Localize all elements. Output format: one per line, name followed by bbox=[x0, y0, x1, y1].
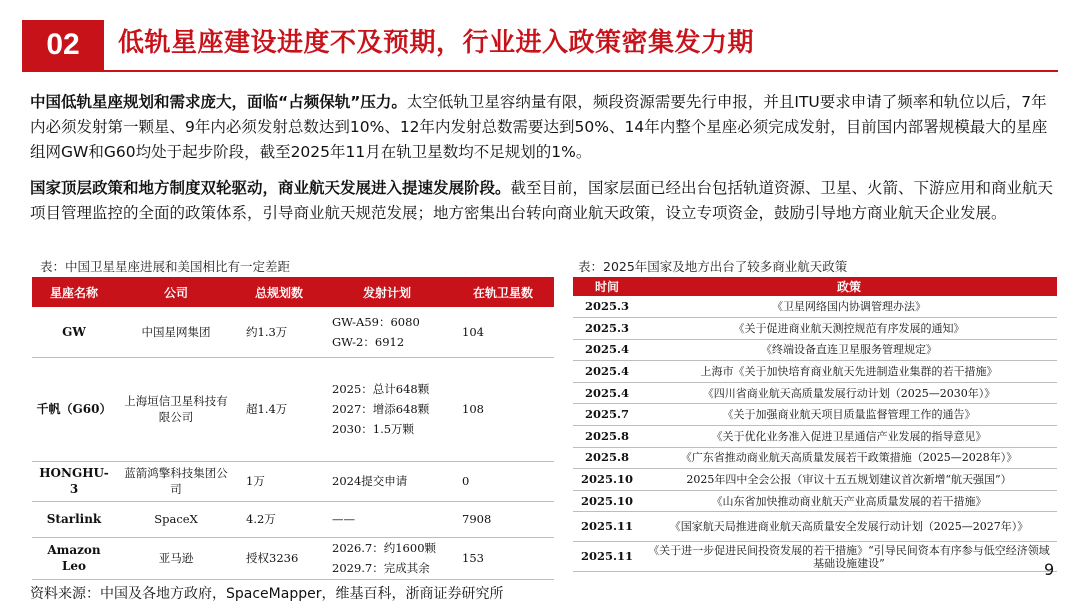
plan-line: 2025：总计648颗 bbox=[332, 382, 430, 396]
plan-line: 2027：增添648颗 bbox=[332, 402, 430, 416]
policy-date: 2025.10 bbox=[573, 490, 641, 512]
plan-line: 2026.7：约1600颗 bbox=[332, 541, 437, 555]
table-row bbox=[32, 307, 554, 357]
table-header-row bbox=[32, 277, 554, 307]
header-divider bbox=[22, 70, 1058, 72]
table-row bbox=[573, 512, 1057, 542]
right-table-caption: 表：2025年国家及地方出台了较多商业航天政策 bbox=[578, 259, 848, 274]
page-number: 9 bbox=[1044, 560, 1055, 579]
policy-name: 《关于进一步促进民间投资发展的若干措施》“引导民间资本有序参与低空经济领域基础设施建设” bbox=[641, 542, 1057, 572]
policy-name: 上海市《关于加快培育商业航天先进制造业集群的若干措施》 bbox=[641, 361, 1057, 383]
source-note: 资料来源：中国及各地方政府，SpaceMapper，维基百科，浙商证券研究所 bbox=[30, 586, 504, 602]
paragraph-body: 截至目前，国家层面已经出台包括轨道资源、卫星、火箭、下游应用和商业航天项目管理监控的全面的政策体系，引导商业航天规范发展；地方密集出台转向商业航天政策，设立专项资金，鼓励引导地方商业航天企业发展。 bbox=[30, 179, 1054, 222]
constellation-name: HONGHU-3 bbox=[32, 461, 116, 501]
column-header: 总规划数 bbox=[236, 277, 322, 307]
table-row bbox=[573, 542, 1057, 572]
policy-date: 2025.10 bbox=[573, 469, 641, 491]
column-header: 时间 bbox=[573, 277, 641, 296]
policy-name: 《四川省商业航天高质量发展行动计划（2025—2030年）》 bbox=[641, 382, 1057, 404]
policy-date: 2025.4 bbox=[573, 339, 641, 361]
in-orbit-count: 0 bbox=[452, 461, 554, 501]
launch-plan bbox=[322, 501, 452, 537]
launch-plan bbox=[322, 461, 452, 501]
policy-name: 《广东省推动商业航天高质量发展若干政策措施（2025—2028年）》 bbox=[641, 447, 1057, 469]
policy-table bbox=[573, 277, 1057, 572]
constellation-table bbox=[32, 277, 554, 580]
launch-plan bbox=[322, 307, 452, 357]
paragraph-body: 太空低轨卫星容纳量有限，频段资源需要先行申报，并且ITU要求申请了频率和轨位以后，7年内必须发射第一颗星、9年内必须发射总数达到10%、12年内发射总数需要达到50%、14年内整个星座必须完成发射，目前国内部署规模最大的星座组网GW和G60均处于起步阶段，截至2025年11月在轨卫星数均不足规划的1%。 bbox=[30, 93, 1048, 161]
policy-date: 2025.7 bbox=[573, 404, 641, 426]
plan-line: GW-A59：6080 bbox=[332, 314, 420, 329]
planned-total: 1万 bbox=[236, 461, 322, 501]
policy-date: 2025.8 bbox=[573, 426, 641, 448]
company: 蓝箭鸿擎科技集团公司 bbox=[116, 461, 236, 501]
plan-line: 2024提交申请 bbox=[332, 474, 408, 488]
constellation-name: Starlink bbox=[32, 501, 116, 537]
policy-name: 《关于优化业务准入促进卫星通信产业发展的指导意见》 bbox=[641, 426, 1057, 448]
planned-total: 授权3236 bbox=[236, 537, 322, 579]
launch-plan bbox=[322, 537, 452, 579]
planned-total: 超1.4万 bbox=[236, 357, 322, 461]
paragraph-lead: 国家顶层政策和地方制度双轮驱动，商业航天发展进入提速发展阶段。 bbox=[30, 179, 511, 197]
column-header: 发射计划 bbox=[322, 277, 452, 307]
planned-total: 4.2万 bbox=[236, 501, 322, 537]
constellation-name: GW bbox=[32, 307, 116, 357]
policy-name: 《卫星网络国内协调管理办法》 bbox=[641, 296, 1057, 318]
column-header: 公司 bbox=[116, 277, 236, 307]
column-header: 星座名称 bbox=[32, 277, 116, 307]
constellation-name: 千帆（G60） bbox=[32, 357, 116, 461]
plan-line: —— bbox=[332, 512, 355, 526]
table-row bbox=[573, 469, 1057, 491]
table-row bbox=[573, 296, 1057, 318]
policy-name: 2025年四中全会公报（审议十五五规划建议首次新增“航天强国”） bbox=[641, 469, 1057, 491]
column-header: 在轨卫星数 bbox=[452, 277, 554, 307]
table-header-row bbox=[573, 277, 1057, 296]
column-header: 政策 bbox=[641, 277, 1057, 296]
policy-name: 《山东省加快推动商业航天产业高质量发展的若干措施》 bbox=[641, 490, 1057, 512]
in-orbit-count: 7908 bbox=[452, 501, 554, 537]
policy-name: 《国家航天局推进商业航天高质量安全发展行动计划（2025—2027年）》 bbox=[641, 512, 1057, 542]
policy-date: 2025.3 bbox=[573, 296, 641, 318]
policy-date: 2025.11 bbox=[573, 542, 641, 572]
policy-name: 《关于促进商业航天测控规范有序发展的通知》 bbox=[641, 318, 1057, 340]
company: 上海垣信卫星科技有限公司 bbox=[116, 357, 236, 461]
table-row bbox=[573, 426, 1057, 448]
table-row bbox=[32, 537, 554, 579]
launch-plan bbox=[322, 357, 452, 461]
paragraph-policy-drive bbox=[30, 176, 1055, 226]
policy-date: 2025.4 bbox=[573, 361, 641, 383]
policy-name: 《终端设备直连卫星服务管理规定》 bbox=[641, 339, 1057, 361]
table-row bbox=[573, 339, 1057, 361]
company: SpaceX bbox=[116, 501, 236, 537]
policy-name: 《关于加强商业航天项目质量监督管理工作的通告》 bbox=[641, 404, 1057, 426]
table-row bbox=[32, 357, 554, 461]
table-row bbox=[32, 501, 554, 537]
table-row bbox=[573, 447, 1057, 469]
page-title: 低轨星座建设进度不及预期，行业进入政策密集发力期 bbox=[118, 28, 755, 58]
company: 亚马逊 bbox=[116, 537, 236, 579]
table-row bbox=[573, 404, 1057, 426]
in-orbit-count: 108 bbox=[452, 357, 554, 461]
table-row bbox=[573, 361, 1057, 383]
left-table-caption: 表：中国卫星星座进展和美国相比有一定差距 bbox=[40, 259, 291, 274]
in-orbit-count: 153 bbox=[452, 537, 554, 579]
constellation-name: Amazon Leo bbox=[32, 537, 116, 579]
section-number-badge: 02 bbox=[22, 20, 104, 70]
policy-date: 2025.11 bbox=[573, 512, 641, 542]
table-row bbox=[573, 490, 1057, 512]
plan-line: 2029.7：完成其余 bbox=[332, 561, 430, 575]
table-row bbox=[573, 382, 1057, 404]
policy-date: 2025.3 bbox=[573, 318, 641, 340]
plan-line: 2030：1.5万颗 bbox=[332, 422, 415, 436]
plan-line: GW-2：6912 bbox=[332, 334, 405, 349]
in-orbit-count: 104 bbox=[452, 307, 554, 357]
policy-date: 2025.4 bbox=[573, 382, 641, 404]
company: 中国星网集团 bbox=[116, 307, 236, 357]
planned-total: 约1.3万 bbox=[236, 307, 322, 357]
table-row bbox=[32, 461, 554, 501]
paragraph-lead: 中国低轨星座规划和需求庞大，面临“占频保轨”压力。 bbox=[30, 93, 407, 111]
table-row bbox=[573, 318, 1057, 340]
paragraph-occupancy-pressure bbox=[30, 90, 1055, 165]
policy-date: 2025.8 bbox=[573, 447, 641, 469]
